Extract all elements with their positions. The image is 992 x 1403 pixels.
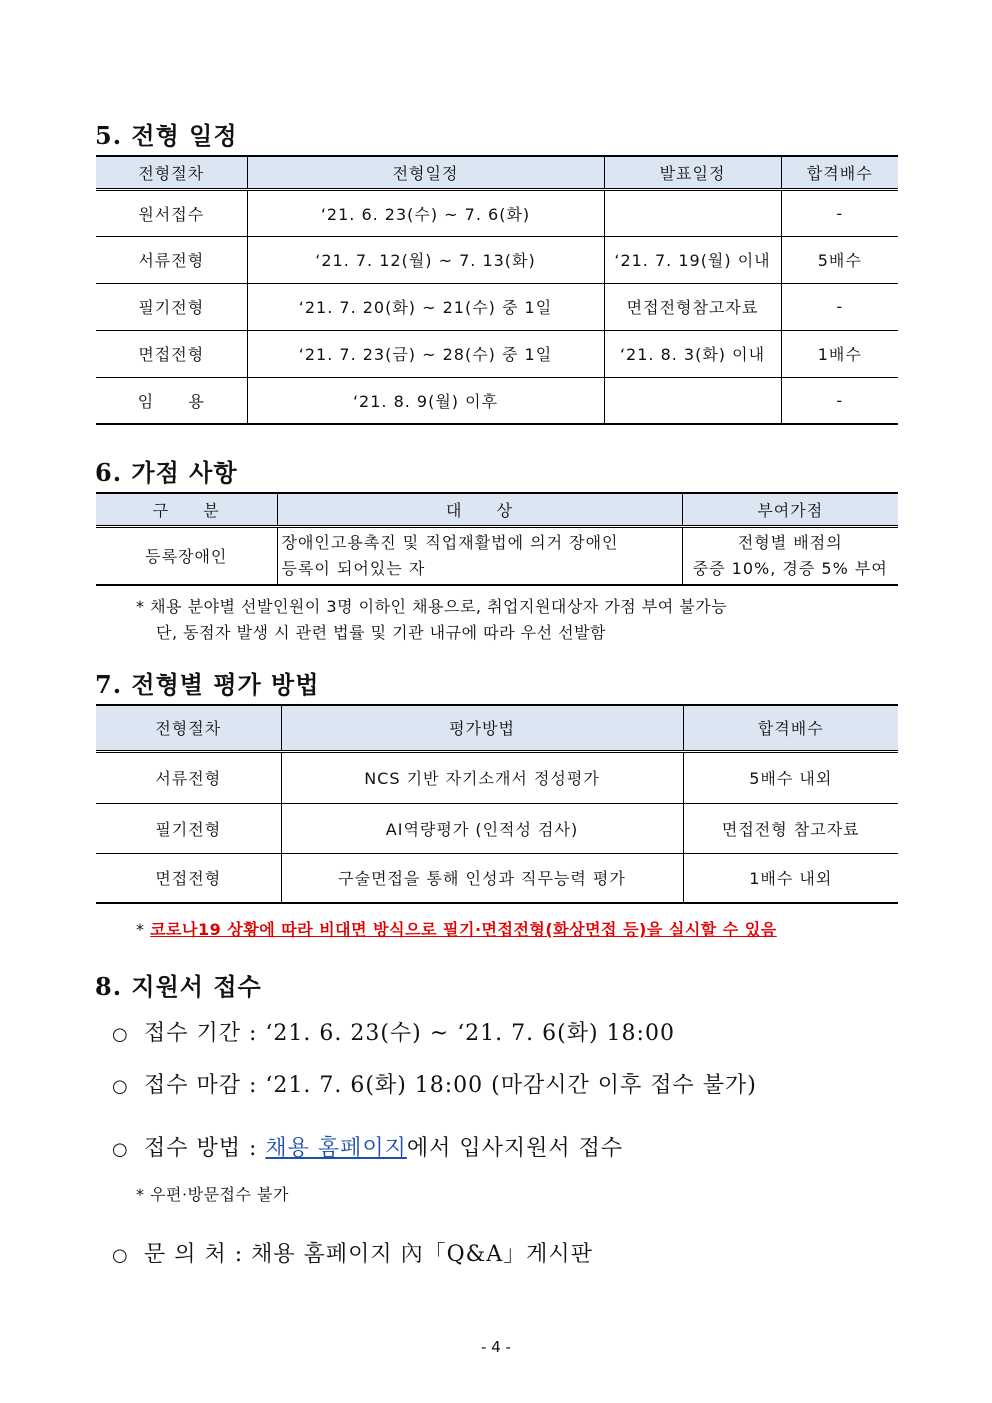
table-cell: 임 용	[96, 377, 247, 424]
table-cell: -	[781, 189, 898, 236]
table-row	[96, 751, 898, 803]
note-star: *	[136, 920, 145, 939]
table-cell: -	[781, 377, 898, 424]
table-row	[96, 330, 898, 377]
table-row	[96, 236, 898, 283]
evaluation-table	[96, 704, 898, 904]
header-cell: 구 분	[96, 493, 277, 526]
schedule-table	[96, 155, 898, 425]
table-row	[96, 853, 898, 903]
table-cell: ‘21. 7. 19(월) 이내	[604, 236, 781, 283]
table-cell: 면접전형	[96, 330, 247, 377]
application-period-text: 접수 기간 : ‘21. 6. 23(수) ~ ‘21. 7. 6(화) 18:00	[144, 1021, 675, 1046]
bullet-icon: ○	[112, 1024, 129, 1045]
table-cell	[604, 189, 781, 236]
table-cell: 등록장애인	[96, 526, 277, 585]
table-cell: 원서접수	[96, 189, 247, 236]
table-cell: ‘21. 8. 9(월) 이후	[247, 377, 604, 424]
points-cell	[682, 526, 898, 585]
table-cell: 5배수	[781, 236, 898, 283]
table-header-row	[96, 156, 898, 189]
contact-text: 문 의 처 : 채용 홈페이지 內「Q&A」게시판	[144, 1242, 593, 1267]
table-cell: NCS 기반 자기소개서 정성평가	[281, 751, 683, 803]
table-row	[96, 526, 898, 585]
section-6-title: 6. 가점 사항	[95, 458, 238, 487]
method-prefix: 접수 방법 :	[144, 1136, 266, 1161]
bonus-note-continued: 단, 동점자 발생 시 관련 법률 및 기관 내규에 따라 우선 선발함	[156, 623, 606, 642]
table-cell	[604, 377, 781, 424]
table-cell: 면접전형참고자료	[604, 283, 781, 330]
application-period	[112, 1016, 675, 1047]
header-cell: 발표일정	[604, 156, 781, 189]
table-header-row	[96, 493, 898, 526]
recruitment-homepage-link[interactable]: 채용 홈페이지	[265, 1136, 407, 1161]
covid-note	[136, 917, 777, 940]
header-cell: 전형절차	[96, 705, 281, 751]
bullet-icon: ○	[112, 1139, 129, 1160]
header-cell: 합격배수	[683, 705, 898, 751]
table-cell: 서류전형	[96, 751, 281, 803]
table-cell: ‘21. 7. 20(화) ~ 21(수) 중 1일	[247, 283, 604, 330]
covid-note-text: 코로나19 상황에 따라 비대면 방식으로 필기·면접전형(화상면접 등)을 실시할 수 있음	[150, 920, 777, 939]
table-row	[96, 283, 898, 330]
table-row	[96, 189, 898, 236]
header-cell: 합격배수	[781, 156, 898, 189]
header-cell: 평가방법	[281, 705, 683, 751]
application-method	[112, 1131, 623, 1162]
table-cell: ‘21. 8. 3(화) 이내	[604, 330, 781, 377]
table-cell: ‘21. 7. 23(금) ~ 28(수) 중 1일	[247, 330, 604, 377]
table-cell: 필기전형	[96, 803, 281, 853]
bullet-icon: ○	[112, 1076, 129, 1097]
method-suffix: 에서 입사지원서 접수	[406, 1136, 624, 1161]
table-row	[96, 377, 898, 424]
table-cell: 면접전형 참고자료	[683, 803, 898, 853]
bonus-note: * 채용 분야별 선발인원이 3명 이하인 채용으로, 취업지원대상자 가점 부여 불가능	[136, 597, 728, 616]
table-cell: 면접전형	[96, 853, 281, 903]
table-cell: 서류전형	[96, 236, 247, 283]
target-line: 등록이 되어있는 자	[281, 558, 426, 578]
application-deadline-text: 접수 마감 : ‘21. 7. 6(화) 18:00 (마감시간 이후 접수 불가)	[144, 1073, 757, 1098]
header-cell: 대 상	[277, 493, 682, 526]
header-cell: 부여가점	[682, 493, 898, 526]
application-deadline	[112, 1068, 757, 1099]
header-cell: 전형절차	[96, 156, 247, 189]
table-cell: 구술면접을 통해 인성과 직무능력 평가	[281, 853, 683, 903]
bonus-table	[96, 492, 898, 586]
table-cell: 1배수	[781, 330, 898, 377]
section-5-title: 5. 전형 일정	[95, 121, 238, 150]
header-cell: 전형일정	[247, 156, 604, 189]
table-row	[96, 803, 898, 853]
table-cell: ‘21. 7. 12(월) ~ 7. 13(화)	[247, 236, 604, 283]
table-cell: ‘21. 6. 23(수) ~ 7. 6(화)	[247, 189, 604, 236]
table-header-row	[96, 705, 898, 751]
method-note: * 우편·방문접수 불가	[136, 1185, 289, 1204]
table-cell: -	[781, 283, 898, 330]
bullet-icon: ○	[112, 1245, 129, 1266]
table-cell: AI역량평가 (인적성 검사)	[281, 803, 683, 853]
table-cell: 5배수 내외	[683, 751, 898, 803]
target-cell	[277, 526, 682, 585]
section-8-title: 8. 지원서 접수	[95, 972, 262, 1001]
target-line: 장애인고용촉진 및 직업재활법에 의거 장애인	[281, 532, 619, 552]
table-cell: 1배수 내외	[683, 853, 898, 903]
section-7-title: 7. 전형별 평가 방법	[95, 670, 320, 699]
contact-info	[112, 1237, 593, 1268]
page-number: - 4 -	[481, 1338, 511, 1356]
points-line: 중증 10%, 경증 5% 부여	[692, 558, 888, 578]
points-line: 전형별 배점의	[737, 532, 843, 552]
table-cell: 필기전형	[96, 283, 247, 330]
